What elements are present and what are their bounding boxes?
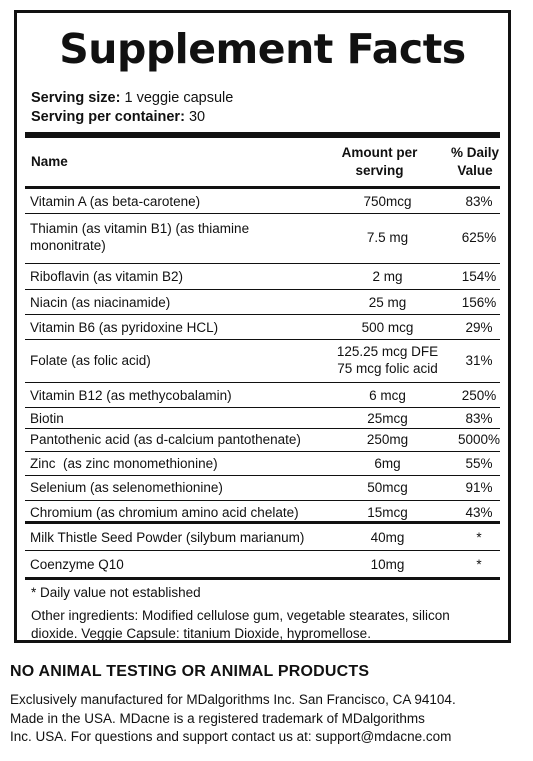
- nutrient-dv: 83%: [465, 194, 493, 209]
- nutrient-name: Folate (as folic acid): [30, 353, 151, 368]
- nutrient-amount: 25 mg: [368, 295, 407, 310]
- servings-per-container: [31, 108, 233, 127]
- other-ingredient-row: [25, 551, 500, 576]
- nutrient-amount: 7.5 mg: [366, 230, 409, 245]
- manufacturer-line1: Exclusively manufactured for MDalgorithms Inc. San Francisco, CA 94104.: [10, 692, 456, 707]
- nutrient-name: Vitamin A (as beta-carotene): [30, 194, 201, 209]
- nutrient-row: [25, 340, 500, 382]
- animal-testing-banner: NO ANIMAL TESTING OR ANIMAL PRODUCTS: [10, 663, 370, 680]
- panel-title: Supplement Facts: [59, 25, 466, 73]
- nutrient-amount-line2: 75 mcg folic acid: [337, 361, 438, 376]
- nutrient-name: Selenium (as selenomethionine): [30, 480, 223, 495]
- header-name: Name: [31, 154, 68, 169]
- nutrient-dv: 250%: [461, 388, 497, 403]
- nutrient-name: Zinc (as zinc monomethionine): [30, 456, 218, 471]
- header-amount: [317, 144, 442, 180]
- ingredient-amount: 40mg: [370, 530, 405, 545]
- other-ingredient-row: [25, 524, 500, 550]
- header-dv-line2: Value: [457, 163, 493, 178]
- footnote: * Daily value not established: [31, 585, 201, 600]
- nutrient-amount: 15mcg: [367, 505, 408, 520]
- nutrient-amount: 2 mg: [372, 269, 403, 284]
- servings-per-container-value: 30: [188, 109, 206, 125]
- nutrient-amount: [325, 343, 450, 377]
- nutrient-dv: 91%: [465, 480, 493, 495]
- serving-size-label: Serving size:: [31, 90, 121, 106]
- nutrient-name: Pantothenic acid (as d-calcium pantothenate): [30, 432, 301, 447]
- nutrient-amount: 250mg: [366, 432, 409, 447]
- header-amount-line2: serving: [355, 163, 404, 178]
- nutrient-amount: 500 mcg: [361, 320, 414, 335]
- header-amount-line1: Amount per: [341, 145, 418, 160]
- nutrient-row: [25, 476, 500, 500]
- nutrient-row: [25, 452, 500, 475]
- nutrient-name-line2: mononitrate): [30, 238, 106, 253]
- nutrient-row: [25, 383, 500, 407]
- manufacturer-line3: Inc. USA. For questions and support contact us at: support@mdacne.com: [10, 729, 452, 744]
- nutrient-dv: 154%: [461, 269, 497, 284]
- nutrient-name-line1: Thiamin (as vitamin B1) (as thiamine: [30, 221, 250, 236]
- nutrient-name: [30, 220, 325, 254]
- nutrient-amount: 6 mcg: [369, 388, 406, 403]
- nutrient-row: [25, 315, 500, 339]
- nutrient-amount-line1: 125.25 mcg DFE: [336, 344, 439, 359]
- serving-info: [31, 89, 233, 127]
- nutrient-row: [25, 501, 500, 523]
- ingredient-dv: *: [476, 530, 482, 545]
- manufacturer-info: [10, 691, 530, 747]
- nutrient-amount: 25mcg: [367, 411, 408, 426]
- nutrient-row: [25, 214, 500, 263]
- servings-per-container-label: Serving per container:: [31, 109, 185, 125]
- ingredient-dv: *: [476, 557, 482, 572]
- nutrient-dv: 5000%: [457, 432, 501, 447]
- nutrient-name: Riboflavin (as vitamin B2): [30, 269, 184, 284]
- serving-size-value: 1 veggie capsule: [124, 90, 234, 106]
- nutrient-dv: 55%: [465, 456, 493, 471]
- nutrient-dv: 31%: [465, 353, 493, 368]
- nutrient-amount: 50mcg: [367, 480, 408, 495]
- nutrient-row: [25, 189, 500, 213]
- ingredient-name: Coenzyme Q10: [30, 557, 124, 572]
- header-daily-value: [441, 144, 509, 180]
- nutrient-amount: 750mcg: [363, 194, 412, 209]
- nutrient-name: Vitamin B6 (as pyridoxine HCL): [30, 320, 219, 335]
- top-thick-rule: [25, 132, 500, 138]
- nutrient-dv: 43%: [465, 505, 493, 520]
- supplement-facts-panel: [14, 10, 511, 643]
- nutrient-name: Niacin (as niacinamide): [30, 295, 171, 310]
- other-ingredients: [31, 607, 450, 643]
- other-ingredients-line2: dioxide. Veggie Capsule: titanium Dioxide, hypromellose.: [31, 626, 371, 641]
- ingredient-name: Milk Thistle Seed Powder (silybum marianum): [30, 530, 305, 545]
- nutrient-name: Biotin: [30, 411, 64, 426]
- bottom-rule: [25, 577, 500, 580]
- nutrient-name: Vitamin B12 (as methycobalamin): [30, 388, 232, 403]
- nutrient-dv: 83%: [465, 411, 493, 426]
- nutrient-dv: 29%: [465, 320, 493, 335]
- nutrient-row: [25, 264, 500, 289]
- manufacturer-line2: Made in the USA. MDacne is a registered trademark of MDalgorithms: [10, 710, 425, 726]
- serving-size: [31, 89, 233, 108]
- nutrient-dv: 625%: [461, 230, 497, 245]
- nutrient-amount: 6mg: [374, 456, 401, 471]
- ingredient-amount: 10mg: [370, 557, 405, 572]
- nutrient-name: Chromium (as chromium amino acid chelate): [30, 505, 299, 520]
- nutrient-dv: 156%: [461, 295, 497, 310]
- nutrient-row: [25, 429, 500, 451]
- other-ingredients-line1: Other ingredients: Modified cellulose gum, vegetable stearates, silicon: [31, 608, 450, 623]
- header-dv-line1: % Daily: [450, 145, 500, 160]
- nutrient-row: [25, 290, 500, 314]
- nutrient-row: [25, 408, 500, 428]
